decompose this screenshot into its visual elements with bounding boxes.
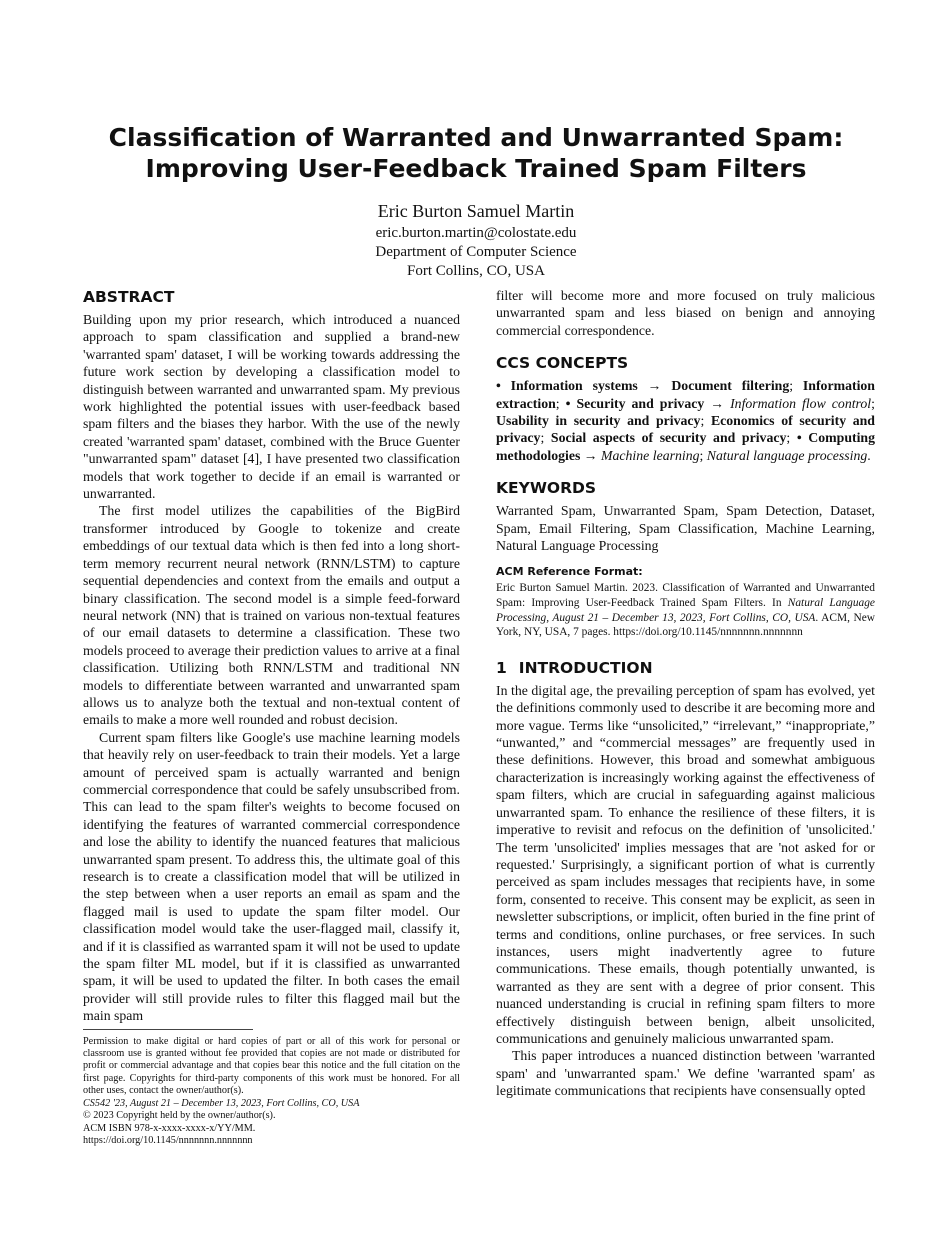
section-number: 1: [496, 658, 507, 677]
reference-format-heading: ACM Reference Format:: [496, 565, 643, 579]
ccs-term: Economics of security and privacy: [496, 413, 875, 446]
ccs-concepts: • Information systems → Document filtering; Information extraction; • Security and privacy → Information flow control; Usability in security and privacy; Economics of security and privacy; Social aspects of security and privacy; • Computing methodologies → Machine learning; Natural language processing.: [496, 378, 875, 463]
reference-format-text: Eric Burton Samuel Martin. 2023. Classification of Warranted and Unwarranted Spam: Improving User-Feedback Trained Spam Filters. In Natural Language Processing, August 21 – December 13, 2023, Fort Collins, CO, USA. ACM, New York, NY, USA, 7 pages. https://doi.org/10.1145/nnnnnnn.nnnnnnn: [496, 582, 875, 639]
author-department: Department of Computer Science: [375, 244, 577, 260]
ccs-term: Machine learning: [601, 447, 700, 463]
left-column: [83, 287, 460, 1147]
author-name: Eric Burton Samuel Martin: [377, 201, 575, 221]
ccs-term: Information flow control: [730, 395, 872, 411]
abstract-heading: ABSTRACT: [83, 288, 175, 306]
author-location: Fort Collins, CO, USA: [407, 263, 545, 279]
abstract-continuation: filter will become more and more focused on truly malicious unwarranted spam and less biased on benign and annoying commercial correspondence.: [496, 288, 875, 338]
ccs-term: Information extraction: [496, 378, 875, 411]
author-email: eric.burton.martin@colostate.edu: [375, 225, 577, 241]
ccs-term: Social aspects of security and privacy: [550, 430, 787, 446]
doi-link[interactable]: https://doi.org/10.1145/nnnnnnn.nnnnnnn: [83, 1134, 253, 1146]
paper-title: Classification of Warranted and Unwarranted Spam: Improving User-Feedback Trained Spam Filters: [108, 123, 844, 183]
isbn-line: ACM ISBN 978-x-xxxx-xxxx-x/YY/MM.: [83, 1122, 256, 1134]
ccs-term: • Information systems: [496, 378, 638, 394]
introduction-heading: [496, 658, 875, 678]
section-title: INTRODUCTION: [518, 658, 653, 677]
reference-venue: Natural Language Processing, August 21 – December 13, 2023, Fort Collins, CO, USA: [496, 597, 875, 624]
ccs-heading: CCS CONCEPTS: [496, 354, 629, 373]
abstract-paragraph-3: Current spam filters like Google's use machine learning models that heavily rely on user-feedback to train their models. Yet a large amount of perceived spam is actually warranted and benign commercial correspondence that could be safely unsubscribed from. This can lead to the spam filter's weights to become focused on identifying the features of warranted commercial correspondence and lose the ability to identify the nuanced features that malicious unwarranted spam present. To address this, the ultimate goal of this research is to create a classification model that will be utilized in the step between when a user reports an email as spam and the flagged mail is used to update the spam filter model. Our classification model would take the user-flagged mail, classify it, and if it is classified as warranted spam it will not be used to update the spam filter ML model, but if it is classified as unwarranted spam, it will be used to updated the filter. In both cases the email provider will still provide rules to filter this flagged mail but the main spam: [83, 729, 460, 1024]
abstract-paragraph-1: Building upon my prior research, which introduced a nuanced approach to spam classification and supplied a brand-new 'warranted spam' dataset, I will be working towards addressing the future work section by developing a classification model to distinguish between warranted and unwarranted spam. My previous work highlighted the potential issues with user-feedback based spam filters and the biases they harbor. With the use of the newly created 'warranted spam' dataset, combined with the Bruce Guenter "unwarranted spam" dataset [4], I have presented two classification models that work together to decide if an email is warranted or unwarranted.: [83, 312, 460, 502]
ccs-term: Usability in security and privacy: [496, 413, 701, 429]
ccs-term: • Security and privacy: [565, 395, 705, 411]
author-block: [176, 200, 776, 281]
copyright-notice: © 2023 Copyright held by the owner/author(s).: [83, 1110, 276, 1122]
ccs-term: Document filtering: [671, 378, 790, 394]
ccs-term: Natural language processing: [706, 447, 868, 463]
keywords-heading: KEYWORDS: [496, 479, 597, 498]
abstract-paragraph-2: The first model utilizes the capabilities of the BigBird transformer introduced by Google to tokenize and create embeddings of our textual data which is then fed into a long short-term memory recurrent neural network (RNN/LSTM) to capture sequential dependencies and context from the emails and output a binary classification. The second model is a simple feed-forward neural network (NN) that is trained on various non-textual features of our email datasets to determine a classification. These two models proceed to average their prediction values to arrive at a final classification. Utilizing both RNN/LSTM and traditional NN models to differentiate between warranted and unwarranted spam allows us to analyze both the textual and non-textual content of emails to make a more well rounded and robust decision.: [83, 503, 460, 728]
conference-venue: CS542 '23, August 21 – December 13, 2023, Fort Collins, CO, USA: [83, 1097, 360, 1109]
right-column: [496, 287, 875, 1100]
introduction-paragraph-1: In the digital age, the prevailing perception of spam has evolved, yet the definitions commonly used to describe it are becoming more and more vague. Terms like “unsolicited,” “irrelevant,” “inappropriate,” “unwanted,” and “commercial messages” are frequently used in these definitions. However, this broad and somewhat ambiguous characterization is increasingly working against the effectiveness of spam filters, which are crucial in safeguarding against malicious unwarranted spam. To enhance the resilience of these filters, it is imperative to revisit and refocus on the definition of 'unsolicited.' The term 'unsolicited' implies messages that are 'not asked for or requested.' Surprisingly, a significant portion of what is currently perceived as spam includes messages that recipients have, in some form, consented to receive. This consent may be explicit, as seen in newsletter subscriptions, or implicit, often buried in the fine print of terms and conditions, online purchases, or free services. In such instances, users might inadvertently agree to future communications. These emails, though potentially unwanted, is warranted as they are sent with a degree of prior consent. This nuanced understanding is crucial in refining spam filters to more effectively distinguish between benign, albeit unsolicited, communications and genuinely malicious unwarranted spam.: [496, 682, 875, 1046]
footnote-divider: [83, 1029, 253, 1030]
permission-notice: Permission to make digital or hard copies of part or all of this work for personal or classroom use is granted without fee provided that copies are not made or distributed for profit or commercial advantage and that copies bear this notice and the full citation on the first page. Copyrights for third-party components of this work must be honored. For all other uses, contact the owner/author(s).: [83, 1035, 460, 1097]
keywords-text: Warranted Spam, Unwarranted Spam, Spam Detection, Dataset, Spam, Email Filtering, Spam Classification, Machine Learning, Natural Language Processing: [496, 503, 875, 554]
ccs-term: • Computing methodologies: [496, 430, 875, 463]
introduction-paragraph-2: This paper introduces a nuanced distinction between 'warranted spam' and 'unwarranted spam.' We define 'warranted spam' as legitimate communications that recipients have consensually opted: [496, 1048, 875, 1099]
